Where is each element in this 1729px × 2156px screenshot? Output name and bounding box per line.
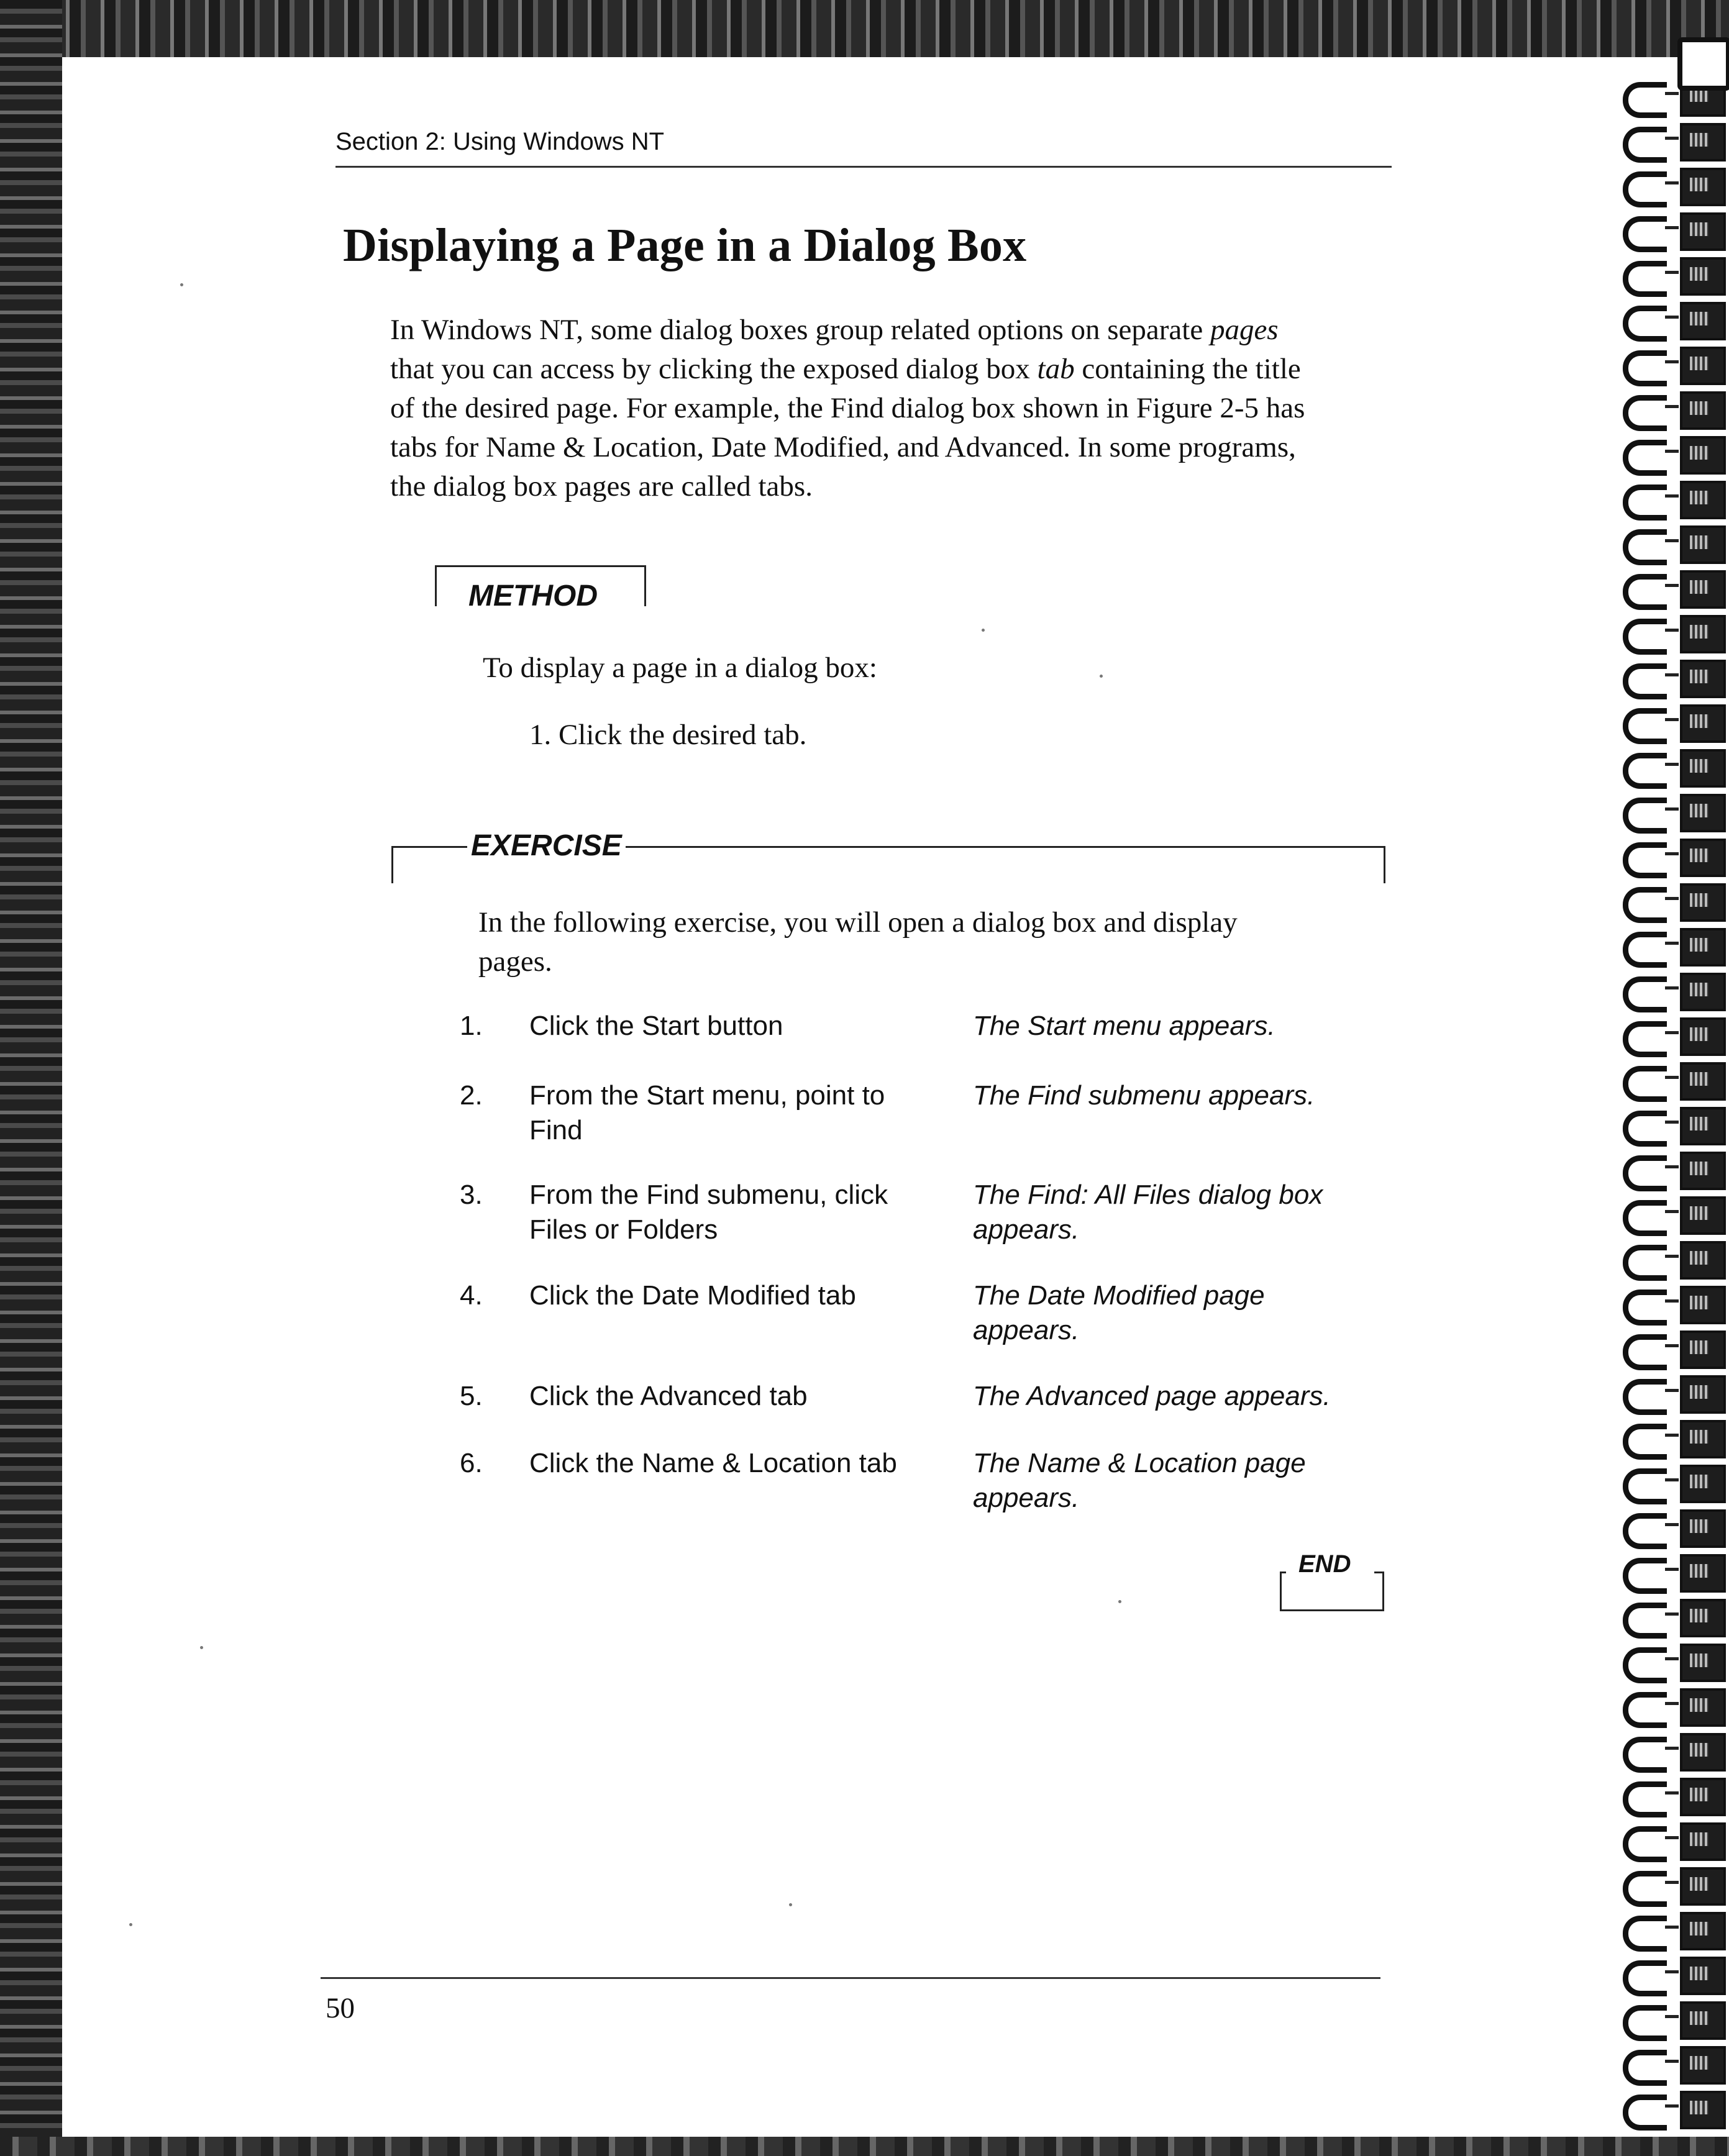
step-result: The Find: All Files dialog box appears.: [973, 1180, 1323, 1245]
section-header: Section 2: Using Windows NT: [335, 128, 665, 155]
spiral-ring: [1615, 1550, 1729, 1594]
intro-line: of the desired page. For example, the Find dialog box shown in Figure 2-5 has: [390, 392, 1305, 424]
spiral-ring: [1615, 1819, 1729, 1862]
spiral-ring: [1615, 2042, 1729, 2086]
scan-border-left: [0, 0, 62, 2156]
spiral-ring: [1615, 1327, 1729, 1370]
scan-speck: [1118, 1600, 1121, 1603]
spiral-ring: [1615, 343, 1729, 386]
step-action: Click the Date Modified tab: [529, 1280, 856, 1311]
step-result: The Start menu appears.: [973, 1011, 1275, 1041]
spiral-ring: [1615, 1953, 1729, 1996]
intro-line: In Windows NT, some dialog boxes group related options on separate pages: [390, 314, 1279, 346]
step-action: Click the Name & Location tab: [529, 1448, 897, 1478]
spiral-ring: [1615, 209, 1729, 252]
page-number: 50: [326, 1992, 355, 2024]
step-number: 5.: [460, 1381, 483, 1411]
spiral-ring: [1615, 701, 1729, 744]
spiral-ring: [1615, 1193, 1729, 1236]
scan-border-bottom: [0, 2137, 1729, 2156]
exercise-label: EXERCISE: [467, 829, 626, 863]
spiral-ring: [1615, 164, 1729, 207]
spiral-ring: [1615, 745, 1729, 789]
end-label: END: [1298, 1550, 1351, 1578]
spiral-ring: [1615, 1103, 1729, 1147]
scan-speck: [789, 1903, 792, 1906]
header-rule: [335, 166, 1392, 168]
spiral-ring: [1615, 924, 1729, 968]
step-number: 6.: [460, 1448, 483, 1478]
scan-speck: [200, 1646, 203, 1649]
end-box-top-right: [1374, 1572, 1384, 1573]
step-number: 1.: [460, 1011, 483, 1041]
spiral-ring: [1615, 835, 1729, 878]
exercise-frame-right: [1384, 846, 1385, 883]
scan-border-top: [0, 0, 1729, 57]
scan-speck: [982, 629, 985, 632]
exercise-intro: In the following exercise, you will open a dialog box and display pages.: [478, 906, 1238, 978]
spiral-ring: [1615, 1774, 1729, 1817]
spiral-ring: [1615, 298, 1729, 342]
spiral-ring: [1615, 1595, 1729, 1639]
step-result: The Find submenu appears.: [973, 1080, 1315, 1111]
spiral-ring: [1615, 1416, 1729, 1460]
spiral-ring: [1615, 1729, 1729, 1773]
spiral-ring: [1615, 1863, 1729, 1907]
spiral-ring: [1615, 969, 1729, 1012]
spiral-ring: [1615, 253, 1729, 297]
spiral-ring: [1615, 1640, 1729, 1683]
intro-line: the dialog box pages are called tabs.: [390, 470, 813, 503]
spiral-ring: [1615, 1685, 1729, 1728]
footer-rule: [321, 1977, 1380, 1979]
step-number: 4.: [460, 1280, 483, 1311]
method-lead: To display a page in a dialog box:: [483, 652, 877, 684]
step-result: The Date Modified page appears.: [973, 1280, 1265, 1345]
spiral-ring: [1615, 388, 1729, 431]
step-action: Click the Advanced tab: [529, 1381, 808, 1411]
step-action: From the Find submenu, click Files or Folders: [529, 1180, 888, 1245]
scan-speck: [1100, 675, 1103, 678]
intro-line: tabs for Name & Location, Date Modified, and Advanced. In some programs,: [390, 431, 1296, 463]
scan-speck: [129, 1923, 132, 1926]
method-step: 1. Click the desired tab.: [529, 719, 807, 751]
spiral-ring: [1615, 1908, 1729, 1952]
end-box-top-left: [1280, 1572, 1286, 1573]
spiral-ring: [1615, 1998, 1729, 2041]
spiral-ring: [1615, 2087, 1729, 2131]
spiral-binding: [1615, 37, 1729, 2137]
scan-speck: [180, 283, 183, 286]
method-label: METHOD: [465, 579, 601, 613]
spiral-ring: [1615, 1058, 1729, 1102]
spiral-ring: [1615, 1282, 1729, 1326]
step-number: 2.: [460, 1080, 483, 1111]
step-action: Click the Start button: [529, 1011, 783, 1041]
step-result: The Advanced page appears.: [973, 1381, 1331, 1411]
binding-top-square: [1677, 37, 1729, 91]
spiral-ring: [1615, 1014, 1729, 1057]
spiral-ring: [1615, 790, 1729, 834]
spiral-ring: [1615, 566, 1729, 610]
spiral-ring: [1615, 1148, 1729, 1191]
spiral-ring: [1615, 1461, 1729, 1504]
step-number: 3.: [460, 1180, 483, 1210]
spiral-ring: [1615, 880, 1729, 923]
spiral-ring: [1615, 432, 1729, 476]
step-result: The Name & Location page appears.: [973, 1448, 1306, 1513]
step-action: From the Start menu, point to Find: [529, 1080, 885, 1145]
spiral-ring: [1615, 477, 1729, 521]
spiral-ring: [1615, 1371, 1729, 1415]
exercise-frame-left: [391, 846, 393, 883]
page-title: Displaying a Page in a Dialog Box: [343, 219, 1027, 271]
spiral-ring: [1615, 611, 1729, 655]
spiral-ring: [1615, 1237, 1729, 1281]
spiral-ring: [1615, 119, 1729, 163]
spiral-ring: [1615, 656, 1729, 699]
spiral-ring: [1615, 522, 1729, 565]
intro-paragraph: [390, 311, 1409, 506]
spiral-ring: [1615, 1506, 1729, 1549]
intro-line: that you can access by clicking the exposed dialog box tab containing the title: [390, 353, 1301, 385]
